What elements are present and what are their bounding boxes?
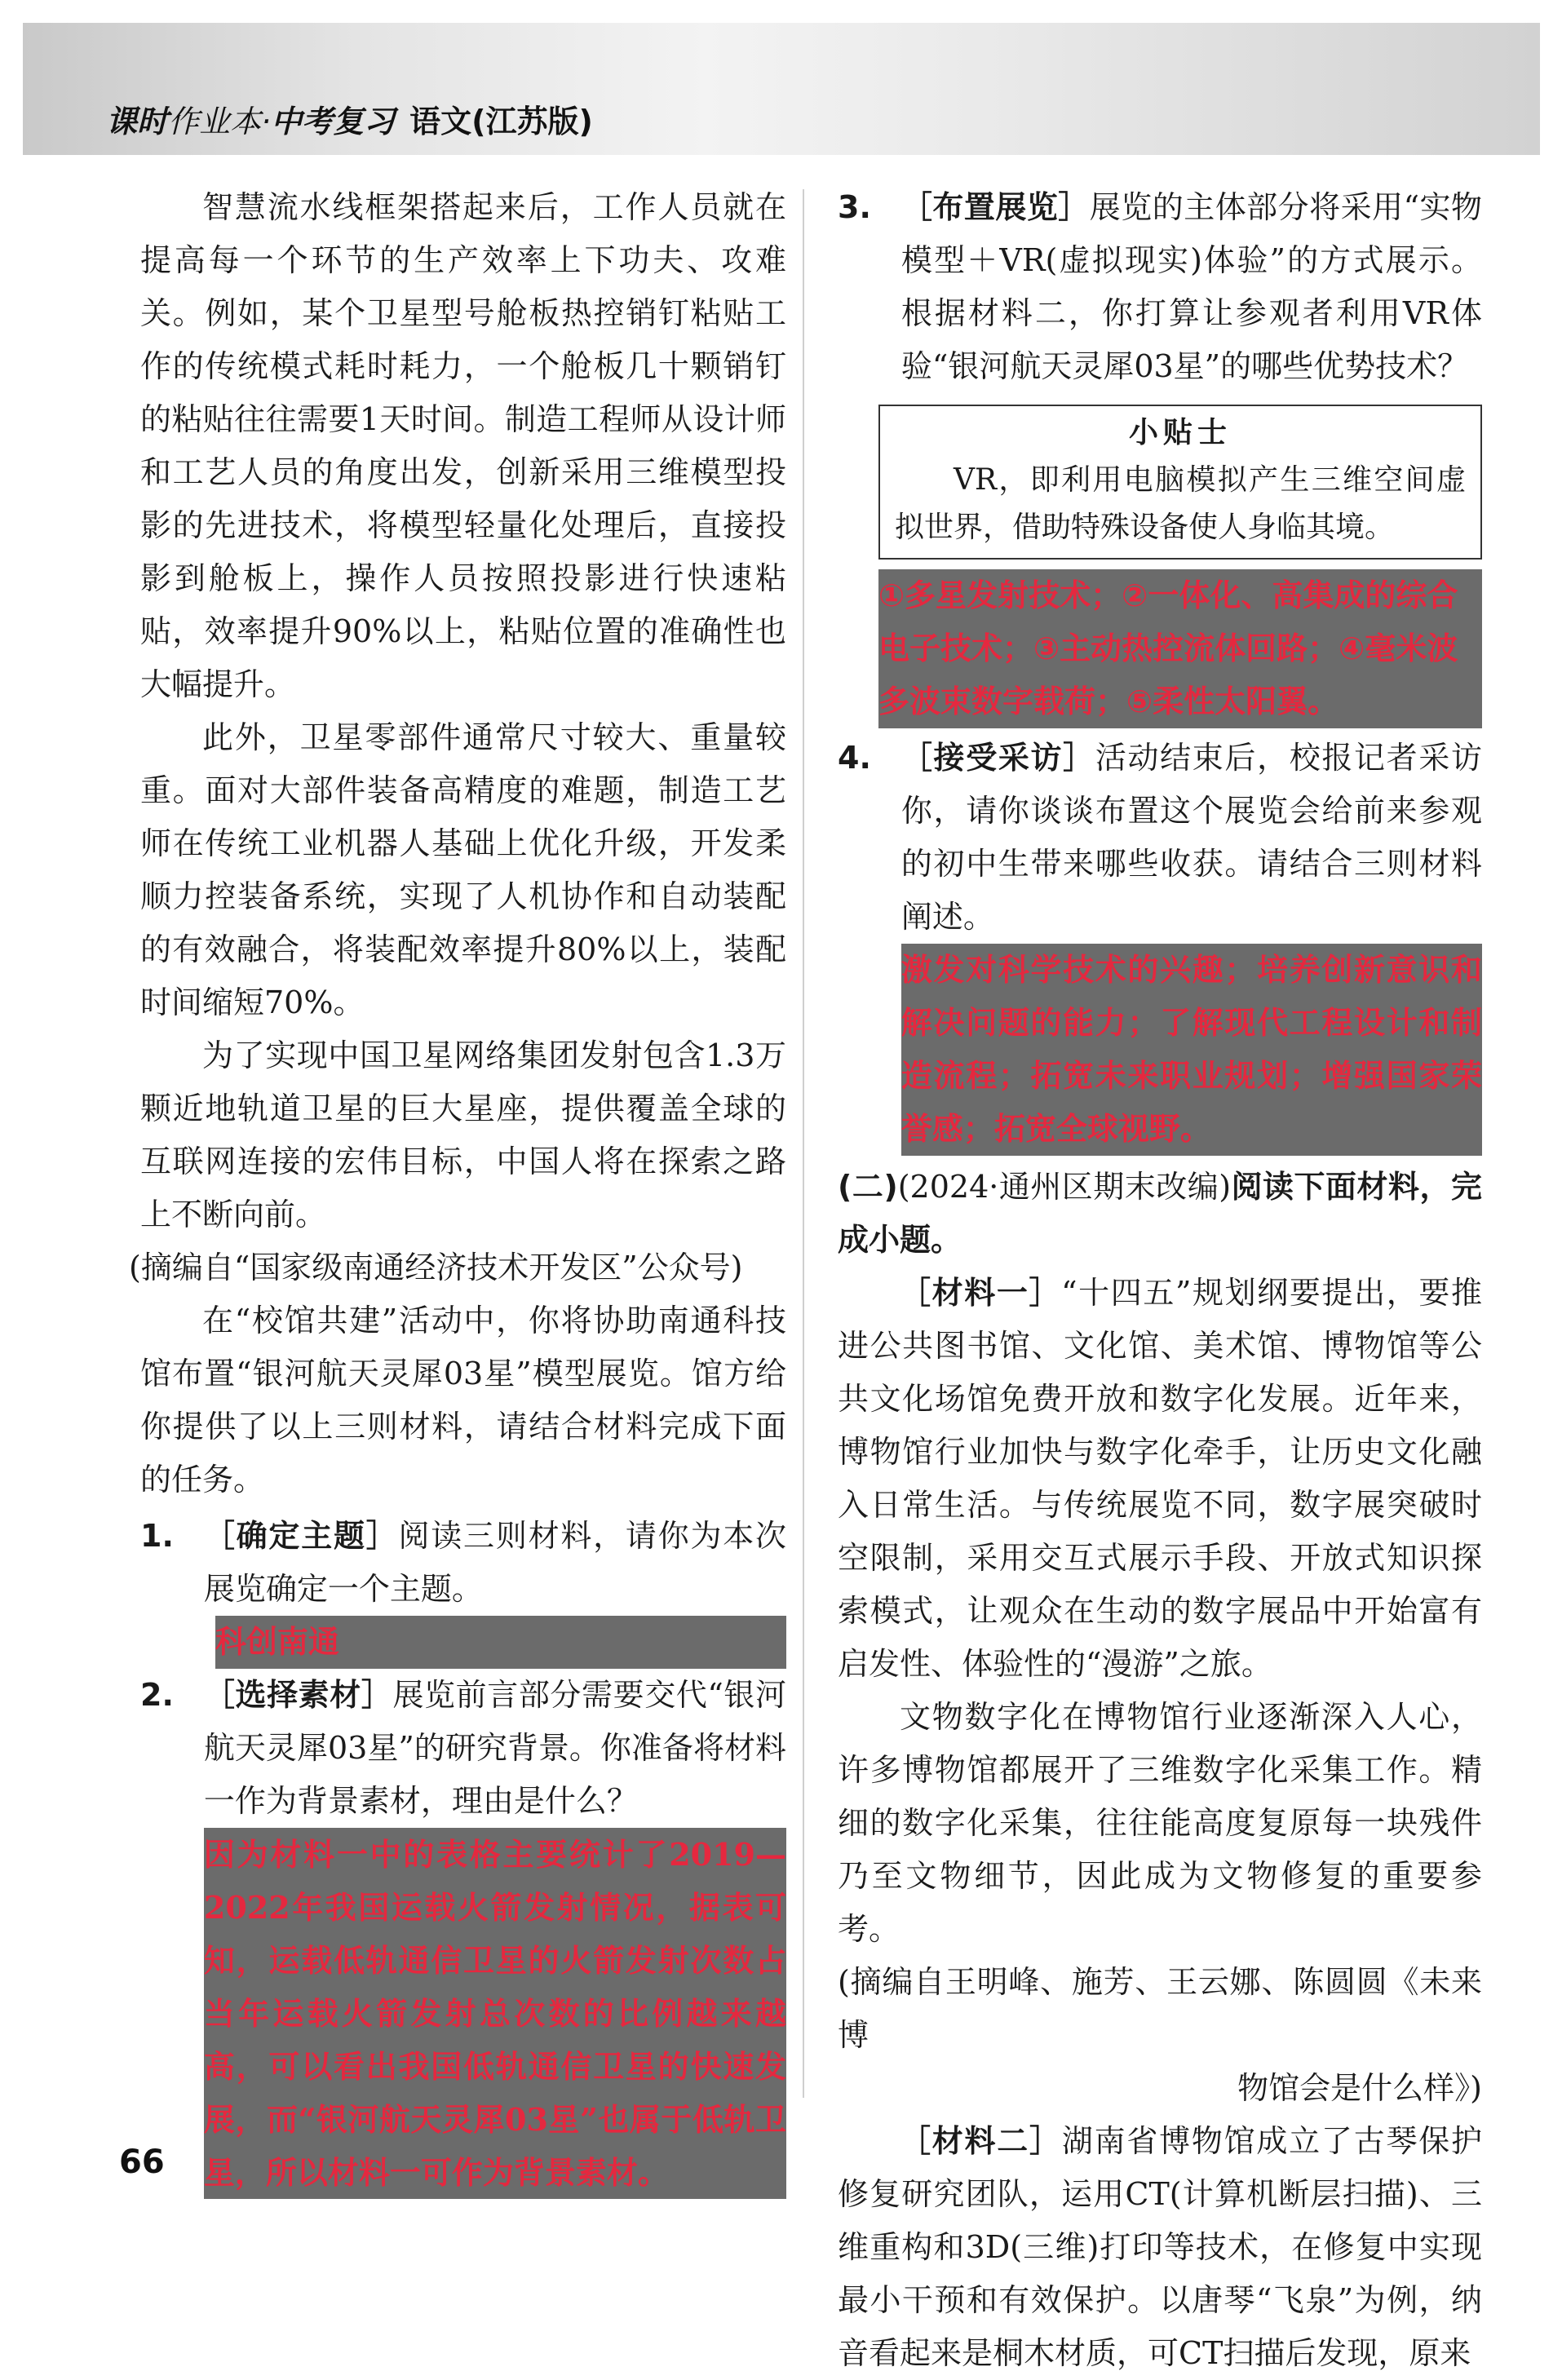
question-tag: ［确定主题］ <box>203 1518 399 1554</box>
question-1 <box>140 1510 786 1669</box>
question-number: 2. <box>140 1677 174 1713</box>
answer: 因为材料一中的表格主要统计了2019—2022年我国运载火箭发射情况，据表可知，运载低轨通信卫星的火箭发射次数占当年运载火箭发射总次数的比例越来越高，可以看出我国低轨通信卫星的快速发展，而“银河航天灵犀03星”也属于低轨卫星，所以材料一可作为背景素材。 <box>204 1828 786 2199</box>
material-tag: ［材料一］ <box>900 1275 1062 1311</box>
question-text: 活动结束后，校报记者采访你，请你谈谈布置这个展览会给前来参观的初中生带来哪些收获。请结合三则材料阐述。 <box>900 740 1482 935</box>
material-1-paragraph: ［材料一］“十四五”规划纲要提出，要推进公共图书馆、文化馆、美术馆、博物馆等公共文化场馆免费开放和数字化发展。近年来，博物馆行业加快与数字化牵手，让历史文化融入日常生活。与传统展览不同，数字展突破时空限制，采用交互式展示手段、开放式知识探索模式，让观众在生动的数字展品中开始富有启发性、体验性的“漫游”之旅。 <box>838 1275 1482 1682</box>
question-text: 展览的主体部分将采用“实物模型＋VR(虚拟现实)体验”的方式展示。根据材料二，你打算让参观者利用VR体验“银河航天灵犀03星”的哪些优势技术？ <box>900 189 1482 384</box>
question-2 <box>140 1669 786 2199</box>
question-4 <box>838 732 1482 1156</box>
source-citation: 物馆会是什么样》) <box>1237 2070 1482 2106</box>
question-3 <box>838 181 1482 393</box>
right-column <box>838 181 1482 2380</box>
tip-box <box>878 405 1482 560</box>
source-citation: (摘编自王明峰、施芳、王云娜、陈圆圆《未来博 <box>838 1964 1482 2053</box>
answer: 科创南通 <box>204 1616 786 1669</box>
tip-title: 小贴士 <box>1128 416 1232 449</box>
question-number: 3. <box>838 189 871 225</box>
question-number: 4. <box>838 740 871 776</box>
question-text: 展览前言部分需要交代“银河航天灵犀03星”的研究背景。你准备将材料一作为背景素材，理由是什么？ <box>203 1677 786 1819</box>
page-number: 66 <box>119 2143 165 2181</box>
question-number: 1. <box>140 1518 174 1554</box>
source-citation: (摘编自“国家级南通经济技术开发区”公众号) <box>129 1250 743 1285</box>
paragraph: 智慧流水线框架搭起来后，工作人员就在提高每一个环节的生产效率上下功夫、攻难关。例如，某个卫星型号舱板热控销钉粘贴工作的传统模式耗时耗力，一个舱板几十颗销钉的粘贴往往需要1天时间。制造工程师从设计师和工艺人员的角度出发，创新采用三维模型投影的先进技术，将模型轻量化处理后，直接投影到舱板上，操作人员按照投影进行快速粘贴，效率提升90%以上，粘贴位置的准确性也大幅提升。 <box>140 189 786 702</box>
left-column <box>129 181 786 2199</box>
tip-body: VR，即利用电脑模拟产生三维空间虚拟世界，借助特殊设备使人身临其境。 <box>895 463 1466 544</box>
paragraph: 文物数字化在博物馆行业逐渐深入人心，许多博物馆都展开了三维数字化采集工作。精细的数字化采集，往往能高度复原每一块残件乃至文物细节，因此成为文物修复的重要参考。 <box>838 1699 1482 1947</box>
question-tag: ［布置展览］ <box>900 189 1090 225</box>
paragraph: 为了实现中国卫星网络集团发射包含1.3万颗近地轨道卫星的巨大星座，提供覆盖全球的互联网连接的宏伟目标，中国人将在探索之路上不断向前。 <box>140 1037 786 1232</box>
paragraph: 在“校馆共建”活动中，你将协助南通科技馆布置“银河航天灵犀03星”模型展览。馆方给你提供了以上三则材料，请结合材料完成下面的任务。 <box>140 1303 786 1497</box>
material-tag: ［材料二］ <box>900 2123 1062 2159</box>
paragraph: 此外，卫星零部件通常尺寸较大、重量较重。面对大部件装备高精度的难题，制造工艺师在传统工业机器人基础上优化升级，开发柔顺力控装备系统，实现了人机协作和自动装配的有效融合，将装配效率提升80%以上，装配时间缩短70%。 <box>140 719 786 1020</box>
column-divider <box>803 189 804 2098</box>
material-2-paragraph: ［材料二］湖南省博物馆成立了古琴保护修复研究团队，运用CT(计算机断层扫描)、三维重构和3D(三维)打印等技术，在修复中实现最小干预和有效保护。以唐琴“飞泉”为例，纳音看起来是桐木材质，可CT扫描后发现，原来 <box>838 2123 1482 2371</box>
section-heading: (二)(2024·通州区期末改编)阅读下面材料，完成小题。 <box>838 1169 1482 1258</box>
question-text: 阅读三则材料，请你为本次展览确定一个主题。 <box>203 1518 786 1607</box>
answer: ①多星发射技术；②一体化、高集成的综合电子技术；③主动热控流体回路；④毫米波多波束数字载荷；⑤柔性太阳翼。 <box>878 569 1482 728</box>
question-tag: ［接受采访］ <box>900 740 1095 776</box>
book-title: 课时作业本·中考复习 语文(江苏版) <box>106 104 593 139</box>
question-tag: ［选择素材］ <box>203 1677 393 1713</box>
answer: 激发对科学技术的兴趣；培养创新意识和解决问题的能力；了解现代工程设计和制造流程；拓宽未来职业规划；增强国家荣誉感；拓宽全球视野。 <box>901 944 1482 1156</box>
